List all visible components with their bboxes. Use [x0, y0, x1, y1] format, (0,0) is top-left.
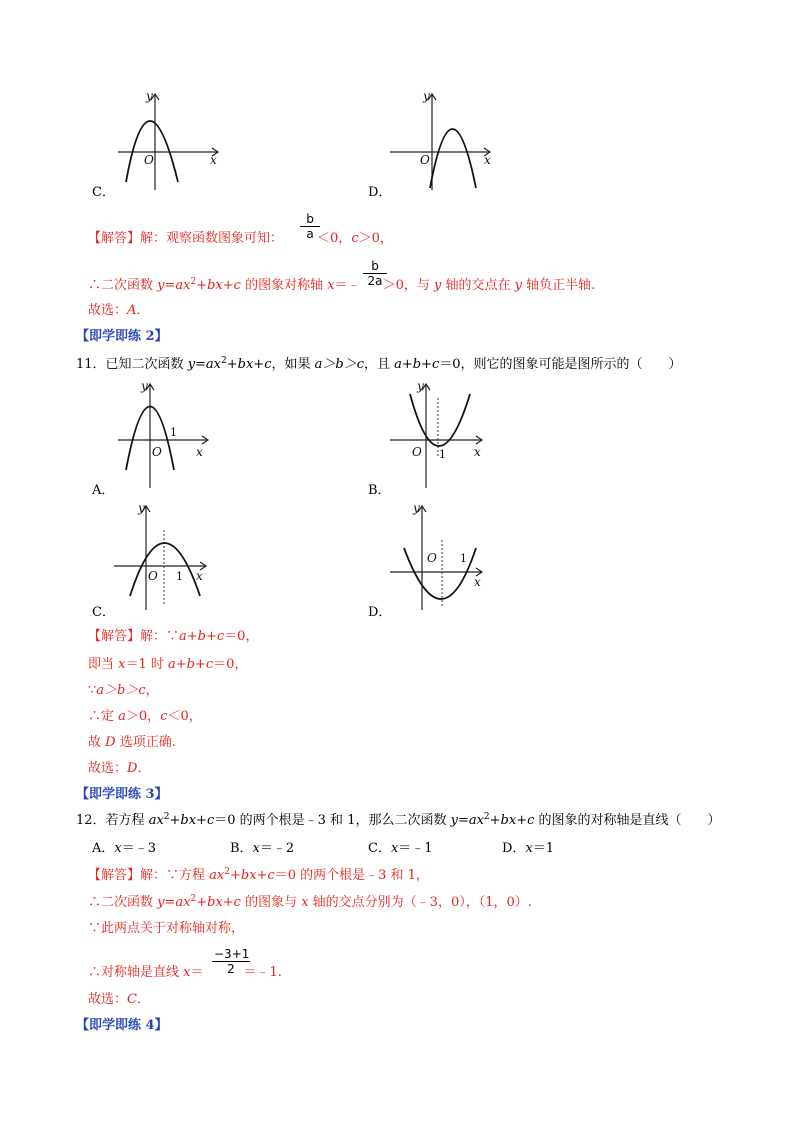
option-d-label: D． — [368, 185, 392, 200]
x-label: x — [196, 569, 203, 583]
parabola-graph-svg — [108, 90, 228, 190]
answer-text: ∴二次函数 — [88, 895, 158, 910]
parabola-curve — [410, 394, 470, 446]
stem-text: ，如果 — [271, 357, 315, 372]
answer-text: ． — [136, 303, 150, 318]
one-label: 1 — [439, 448, 446, 461]
stem-text: ，且 — [363, 357, 395, 372]
answer-var: a — [118, 709, 126, 724]
origin-label: O — [148, 569, 158, 583]
equation: +bx+c — [489, 813, 535, 828]
answer-tag: 【解答】 — [88, 868, 141, 883]
fraction-numerator: −3+1 — [214, 947, 250, 961]
q12-answer-line5 — [88, 991, 150, 1009]
answer-text: 解：观察函数图象可知： — [140, 231, 284, 246]
equation: +bx+c — [169, 813, 215, 828]
graph-q11-a — [108, 378, 228, 488]
superscript: 2 — [221, 356, 227, 366]
option-c-label: C． — [92, 185, 115, 200]
answer-var: y=ax — [157, 895, 191, 910]
q11-answer-line2 — [88, 656, 247, 674]
graph-q10-d — [390, 90, 510, 190]
option-var: x — [525, 841, 533, 856]
fraction-denominator: 2 — [227, 962, 235, 976]
answer-var: +bx+c — [196, 895, 241, 910]
parabola-curve — [430, 129, 476, 188]
stem-text: 的图象的对称轴是直线（ ） — [534, 813, 721, 828]
q12-answer-line2 — [88, 894, 532, 912]
q12-option-c — [368, 840, 433, 858]
q12-option-b — [230, 840, 294, 858]
answer-var: a+b+c — [168, 657, 214, 672]
y-label: y — [138, 501, 145, 515]
q11-stem — [76, 356, 682, 374]
option-value: ＝﹣2 — [259, 841, 295, 856]
graph-q11-b — [390, 378, 510, 488]
answer-text: ． — [136, 992, 150, 1007]
q11-answer-line4 — [88, 708, 202, 726]
answer-choice: A — [127, 303, 137, 318]
answer-var: x — [183, 965, 191, 980]
answer-var: +bx+c — [229, 868, 275, 883]
y-label: y — [413, 501, 420, 515]
q10-answer-line1 — [88, 230, 393, 248]
answer-text: 轴的交点在 — [441, 278, 515, 293]
q11-answer-line1 — [88, 628, 258, 646]
x-label: x — [210, 153, 217, 167]
y-label: y — [141, 379, 148, 393]
option-value: ＝﹣3 — [121, 841, 157, 856]
answer-text: 故选： — [88, 303, 128, 318]
parabola-graph-svg — [390, 90, 510, 190]
parabola-graph-svg — [390, 378, 510, 488]
answer-text: ＜0， — [167, 709, 202, 724]
option-letter: C． — [368, 841, 391, 856]
fraction-denominator: a — [306, 227, 314, 241]
option-d-label: D． — [368, 605, 392, 620]
x-label: x — [484, 153, 491, 167]
stem-text: ＝0，则它的图象可能是图所示的（ ） — [439, 357, 682, 372]
answer-text: 故选： — [88, 761, 128, 776]
fraction-b-over-2a — [363, 259, 387, 288]
answer-var: C — [127, 992, 137, 1007]
answer-text: ． — [137, 761, 151, 776]
answer-text: 的图象对称轴 — [240, 278, 328, 293]
answer-text: 轴负正半轴. — [521, 278, 596, 293]
answer-text: 的图象与 — [240, 895, 302, 910]
y-label: y — [417, 379, 424, 393]
option-b-label: B． — [368, 483, 391, 498]
condition: a＞b＞c — [314, 357, 364, 372]
answer-text: ＝﹣ — [334, 278, 361, 293]
graph-q10-c — [108, 90, 228, 190]
equation: ax — [148, 813, 164, 828]
one-label: 1 — [176, 570, 183, 583]
answer-var: ax — [209, 868, 225, 883]
answer-text: ＜0， — [317, 231, 352, 246]
origin-label: O — [412, 445, 422, 459]
y-label: y — [423, 89, 430, 103]
q11-answer-line3 — [88, 682, 159, 700]
one-label: 1 — [460, 552, 467, 565]
answer-text: ＝﹣1. — [243, 965, 282, 980]
parabola-graph-svg — [108, 378, 228, 488]
parabola-graph-svg — [108, 500, 228, 610]
condition: a+b+c — [394, 357, 440, 372]
stem-text: 12．若方程 — [76, 813, 149, 828]
origin-label: O — [427, 551, 437, 565]
answer-text: ∵ — [88, 683, 97, 698]
answer-text: 轴的交点分别为（﹣3，0），（1，0）. — [308, 895, 532, 910]
answer-var: c — [160, 709, 168, 724]
origin-label: O — [144, 153, 154, 167]
q12-stem — [76, 812, 721, 830]
practice-3-heading: 【即学即练 3】 — [76, 787, 168, 802]
stem-text: ＝0 的两个根是﹣3 和 1，那么二次函数 — [214, 813, 451, 828]
y-label: y — [146, 89, 153, 103]
answer-text: ＝0 的两个根是﹣3 和 1， — [274, 868, 429, 883]
answer-text: 解：∵ — [140, 629, 180, 644]
origin-label: O — [152, 445, 162, 459]
graph-q11-c — [108, 500, 228, 610]
q10-answer-line2 — [88, 277, 595, 295]
answer-text: ＞0， — [358, 231, 393, 246]
q12-option-d — [502, 840, 554, 858]
answer-text: ＝1 时 — [125, 657, 169, 672]
answer-tag: 【解答】 — [88, 629, 141, 644]
superscript: 2 — [190, 894, 197, 904]
fraction-denominator: 2a — [367, 274, 383, 288]
q11-answer-line6 — [88, 760, 150, 778]
answer-text: 故选： — [88, 992, 128, 1007]
one-label: 1 — [170, 426, 177, 439]
option-var: x — [390, 841, 399, 856]
option-letter: D． — [502, 841, 526, 856]
answer-text: ∴定 — [88, 709, 119, 724]
option-letter: A． — [92, 841, 115, 856]
answer-text: ＝0， — [224, 629, 259, 644]
option-value: ＝﹣1 — [398, 841, 433, 856]
answer-text: ， — [145, 683, 159, 698]
option-value: ＝1 — [532, 841, 555, 856]
parabola-graph-svg — [390, 500, 510, 610]
answer-text: ＝ — [190, 965, 204, 980]
answer-text: ∴二次函数 — [88, 278, 158, 293]
answer-text: 解：∵方程 — [140, 868, 210, 883]
practice-2-heading: 【即学即练 2】 — [76, 329, 168, 344]
answer-tag: 【解答】 — [88, 231, 141, 246]
q12-option-a — [92, 840, 156, 858]
superscript: 2 — [483, 812, 490, 822]
equation: +bx+c — [226, 357, 272, 372]
answer-text: 即当 — [88, 657, 119, 672]
answer-var: y — [433, 278, 442, 293]
answer-var: x — [301, 895, 309, 910]
option-a-label: A． — [92, 483, 115, 498]
superscript: 2 — [163, 812, 170, 822]
equation: y=ax — [450, 813, 484, 828]
graph-q11-d — [390, 500, 510, 610]
answer-var: c — [351, 231, 359, 246]
q10-answer-line3 — [88, 302, 149, 320]
answer-text: ＝0， — [213, 657, 248, 672]
answer-var: D — [105, 735, 116, 750]
answer-text: 故 — [88, 735, 106, 750]
superscript: 2 — [190, 277, 197, 287]
fraction-b-over-a — [300, 212, 320, 241]
x-label: x — [196, 445, 203, 459]
answer-text: ＞0， — [125, 709, 161, 724]
equation: y=ax — [187, 357, 222, 372]
answer-var: x — [327, 278, 335, 293]
option-c-label: C． — [92, 605, 115, 620]
answer-var: D — [127, 761, 138, 776]
option-var: x — [252, 841, 260, 856]
parabola-curve — [130, 543, 200, 596]
fraction-numerator: b — [300, 212, 320, 227]
answer-var: y — [514, 278, 522, 293]
equation: y=ax — [157, 278, 191, 293]
x-label: x — [474, 575, 481, 589]
q12-answer-line1 — [88, 867, 429, 885]
answer-text: ∴对称轴是直线 — [88, 965, 184, 980]
option-letter: B． — [230, 841, 253, 856]
answer-var: a＞b＞c — [96, 683, 146, 698]
stem-text: 11．已知二次函数 — [76, 357, 188, 372]
option-var: x — [114, 841, 122, 856]
answer-text: ＞0，与 — [382, 278, 434, 293]
x-label: x — [474, 445, 481, 459]
q12-answer-line3: ∵此两点关于对称轴对称， — [88, 921, 245, 936]
answer-var: a+b+c — [179, 629, 225, 644]
q11-answer-line5 — [88, 734, 176, 752]
answer-var: x — [118, 657, 126, 672]
practice-4-heading: 【即学即练 4】 — [76, 1018, 168, 1033]
fraction-numerator: b — [363, 259, 387, 274]
superscript: 2 — [224, 867, 230, 877]
q12-answer-line4 — [88, 964, 282, 982]
origin-label: O — [420, 153, 430, 167]
equation: +bx+c — [196, 278, 241, 293]
answer-text: 选项正确. — [115, 735, 176, 750]
